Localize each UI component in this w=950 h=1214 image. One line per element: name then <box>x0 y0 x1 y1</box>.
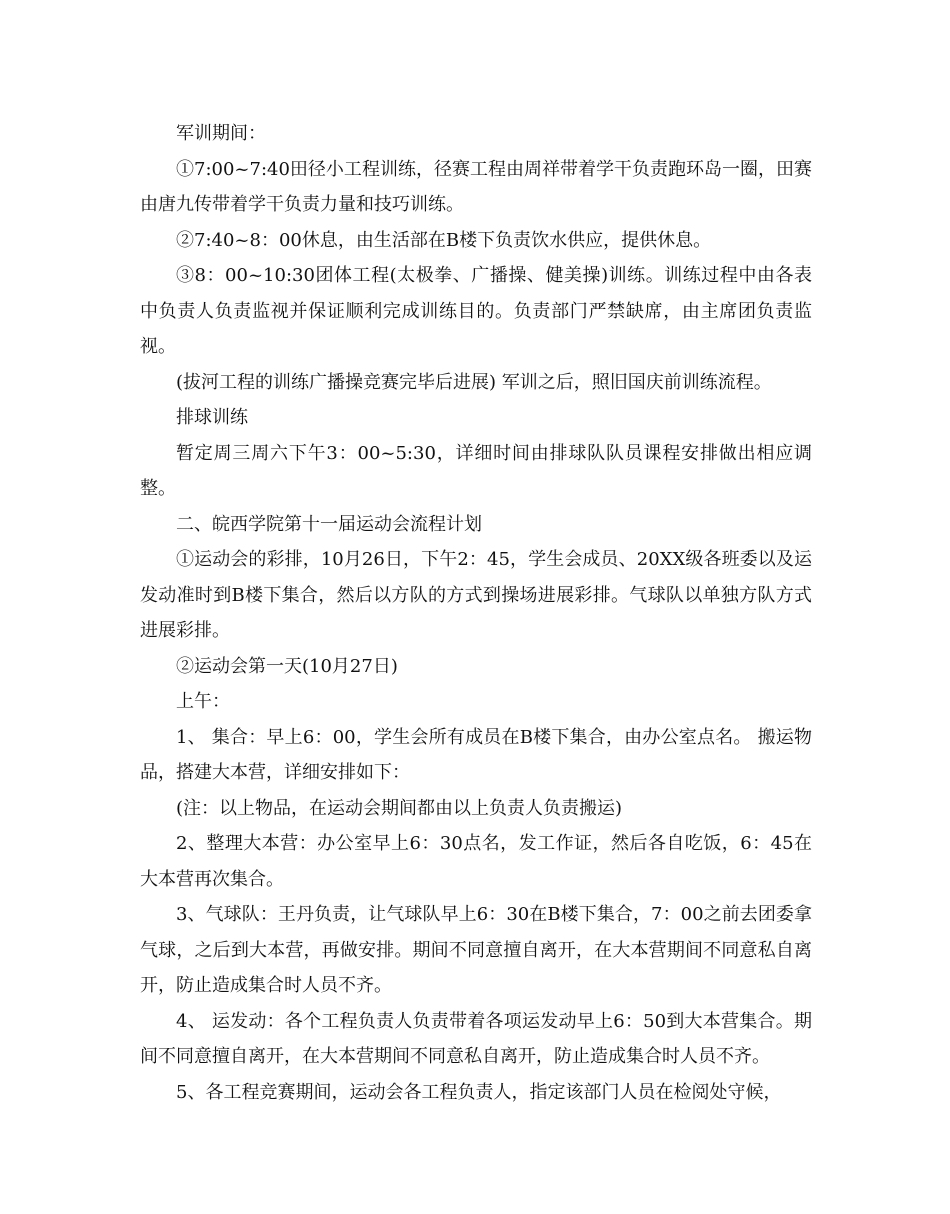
document-body <box>140 116 812 1110</box>
paragraph-morning-label: 上午： <box>176 691 230 712</box>
list-item-athletes: 4、 运发动：各个工程负责人负责带着各项运发动早上6：50到大本营集合。期间不同意擅自离开，在大本营期间不同意私自离开，防止造成集合时人员不齐。 <box>140 1010 812 1067</box>
section-heading-sports-meet-plan: 二、皖西学院第十一届运动会流程计划 <box>176 513 482 535</box>
paragraph-group-training: ③8：00~10:30团体工程(太极拳、广播操、健美操)训练。训练过程中由各表中负责人负责监视并保证顺利完成训练目的。负责部门严禁缺席，由主席团负责监视。 <box>140 265 812 357</box>
paragraph-items-note: (注：以上物品，在运动会期间都由以上负责人负责搬运) <box>176 797 623 819</box>
paragraph-rest-period: ②7:40~8：00休息，由生活部在B楼下负责饮水供应，提供休息。 <box>176 229 712 251</box>
list-item-organize-base-camp: 2、整理大本营：办公室早上6：30点名，发工作证，然后各自吃饭，6：45在大本营再次集合。 <box>140 833 812 890</box>
paragraph-volleyball-heading: 排球训练 <box>176 407 248 428</box>
list-item-balloon-team: 3、气球队：王丹负责，让气球队早上6：30在B楼下集合，7：00之前去团委拿气球，之后到大本营，再做安排。期间不同意擅自离开，在大本营期间不同意私自离开，防止造成集合时人员不齐。 <box>140 904 812 996</box>
paragraph-volleyball-schedule: 暂定周三周六下午3：00~5:30，详细时间由排球队队员课程安排做出相应调整。 <box>140 442 812 499</box>
paragraph-rehearsal: ①运动会的彩排，10月26日，下午2：45，学生会成员、20XX级各班委以及运发动准时到B楼下集合，然后以方队的方式到操场进展彩排。气球队以单独方队方式进展彩排。 <box>140 549 812 641</box>
paragraph-tug-of-war-note: (拔河工程的训练广播操竞赛完毕后进展) 军训之后，照旧国庆前训练流程。 <box>176 371 772 393</box>
paragraph-day-one: ②运动会第一天(10月27日) <box>176 655 398 677</box>
paragraph-military-training-period: 军训期间： <box>176 123 266 144</box>
list-item-event-period: 5、各工程竞赛期间，运动会各工程负责人，指定该部门人员在检阅处守候， <box>176 1081 782 1103</box>
paragraph-track-field-training: ①7:00~7:40田径小工程训练，径赛工程由周祥带着学干负责跑环岛一圈，田赛由唐九传带着学干负责力量和技巧训练。 <box>140 158 812 215</box>
list-item-assembly: 1、 集合：早上6：00，学生会所有成员在B楼下集合，由办公室点名。 搬运物品，搭建大本营，详细安排如下： <box>140 726 812 783</box>
